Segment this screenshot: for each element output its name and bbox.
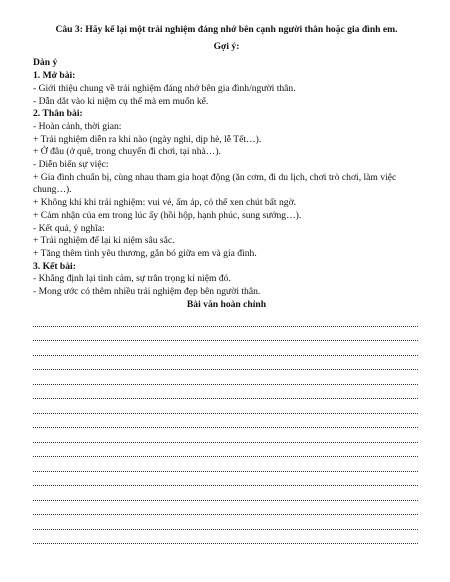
outline-title: Dàn ý: [33, 57, 58, 69]
outline-section-intro: [33, 70, 420, 108]
answer-line[interactable]: [33, 501, 418, 516]
outline-line: + Tăng thêm tình yêu thương, gắn bó giữa em và gia đình.: [33, 247, 257, 259]
answer-line[interactable]: [33, 457, 418, 472]
answer-line[interactable]: [33, 341, 418, 356]
answer-line[interactable]: [33, 486, 418, 501]
outline-line: - Giới thiệu chung về trải nghiệm đáng nhớ bên gia đình/người thân.: [33, 82, 296, 94]
outline-line: - Mong ước có thêm nhiều trải nghiệm đẹp bên người thân.: [33, 286, 261, 298]
outline-line: + Gia đình chuẩn bị, cùng nhau tham gia hoạt động (ăn cơm, đi du lịch, chơi trò chơi, làm việc chung…).: [33, 171, 397, 196]
outline-line: + Trải nghiệm diễn ra khi nào (ngày nghỉ, dịp hè, lễ Tết…).: [33, 133, 262, 145]
outline-line: - Khẳng định lại tình cảm, sự trân trọng kỉ niệm đó.: [33, 273, 231, 285]
answer-line[interactable]: [33, 515, 418, 530]
answer-line[interactable]: [33, 370, 418, 385]
answer-line[interactable]: [33, 530, 418, 545]
essay-title: Bài văn hoàn chỉnh: [186, 298, 267, 310]
outline-line: + Cảm nhận của em trong lúc ấy (hồi hộp, hạnh phúc, sung sướng…).: [33, 209, 302, 221]
answer-line[interactable]: [33, 428, 418, 443]
answer-line[interactable]: [33, 443, 418, 458]
section-heading: 3. Kết bài:: [33, 260, 76, 272]
answer-line[interactable]: [33, 399, 418, 414]
outline-line: - Dẫn dắt vào kỉ niệm cụ thể mà em muốn kể.: [33, 95, 209, 107]
answer-line[interactable]: [33, 312, 418, 327]
outline-line: + Không khí khi trải nghiệm: vui vẻ, ấm áp, có thể xen chút bất ngờ.: [33, 197, 297, 209]
outline-line: - Kết quả, ý nghĩa:: [33, 222, 105, 234]
answer-line[interactable]: [33, 414, 418, 429]
question-heading: Câu 3: Hãy kể lại một trải nghiệm đáng nhớ bên cạnh người thân hoặc gia đình em.: [55, 24, 398, 35]
answer-lines: [33, 312, 420, 544]
outline-line: - Diễn biến sự việc:: [33, 159, 109, 171]
answer-line[interactable]: [33, 472, 418, 487]
outline-line: + Ở đâu (ở quê, trong chuyến đi chơi, tại nhà…).: [33, 146, 221, 158]
hint-title: Gợi ý:: [213, 40, 240, 52]
section-heading: 1. Mở bài:: [33, 70, 76, 82]
section-heading: 2. Thân bài:: [33, 108, 83, 120]
outline-section-conclusion: [33, 261, 420, 299]
outline-line: + Trải nghiệm để lại kỉ niệm sâu sắc.: [33, 235, 175, 247]
answer-line[interactable]: [33, 327, 418, 342]
answer-line[interactable]: [33, 356, 418, 371]
outline-line: - Hoàn cảnh, thời gian:: [33, 120, 122, 132]
outline-section-body: [33, 108, 420, 260]
answer-line[interactable]: [33, 385, 418, 400]
